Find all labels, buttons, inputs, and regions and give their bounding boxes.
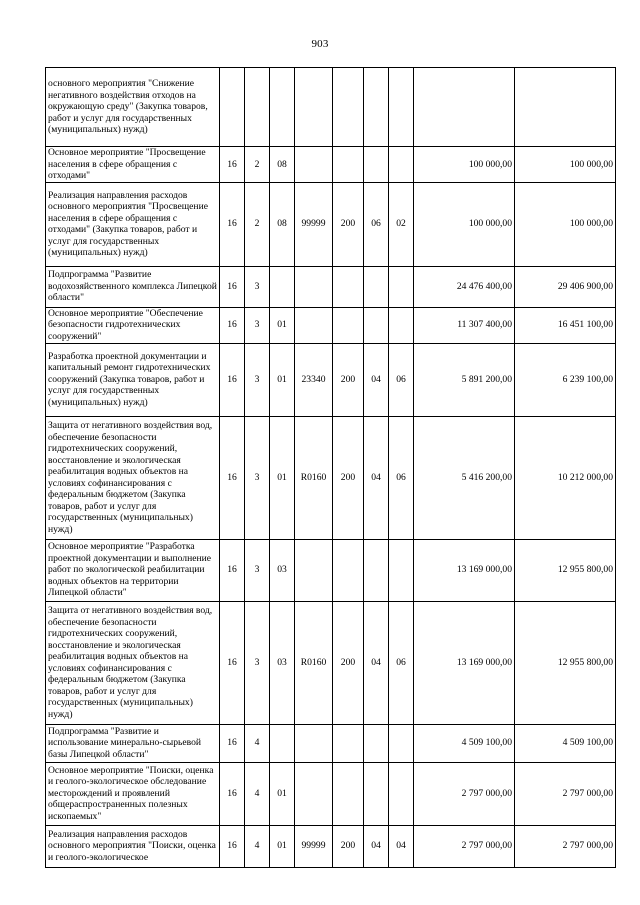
row-description: Основное мероприятие "Поиски, оценка и геолого-экологическое обследование месторождений и проявлений общераспространенных полезных ископаемых" [46, 762, 220, 825]
subsection-code: 04 [389, 825, 414, 867]
amount-year-1: 5 416 200,00 [414, 416, 515, 539]
amount-year-1 [414, 68, 515, 147]
table-row [46, 266, 616, 307]
section-code [364, 724, 389, 762]
grbs-code [220, 68, 245, 147]
section-code [364, 68, 389, 147]
table-row [46, 762, 616, 825]
subsection-code: 06 [389, 601, 414, 724]
section-code [364, 307, 389, 343]
grbs-code: 16 [220, 266, 245, 307]
section-code [364, 266, 389, 307]
row-description: Реализация направления расходов основного мероприятия "Поиски, оценка и геолого-экологическое [46, 825, 220, 867]
row-description: Основное мероприятие "Разработка проектной документации и выполнение работ по экологической реабилитации водных объектов на территории Липецкой области" [46, 539, 220, 601]
grbs-code: 16 [220, 762, 245, 825]
expense-type-code [333, 68, 364, 147]
main-activity-code: 01 [270, 762, 295, 825]
subprogram-code: 4 [245, 724, 270, 762]
subsection-code [389, 724, 414, 762]
expense-type-code [333, 307, 364, 343]
expense-direction-code [295, 68, 333, 147]
subsection-code [389, 266, 414, 307]
table-row [46, 343, 616, 416]
expense-type-code [333, 266, 364, 307]
amount-year-2: 100 000,00 [515, 147, 616, 183]
main-activity-code: 08 [270, 182, 295, 266]
table-row [46, 601, 616, 724]
amount-year-1: 100 000,00 [414, 147, 515, 183]
subsection-code [389, 307, 414, 343]
expense-type-code [333, 147, 364, 183]
expense-type-code: 200 [333, 182, 364, 266]
subsection-code [389, 762, 414, 825]
table-row [46, 147, 616, 183]
main-activity-code: 08 [270, 147, 295, 183]
section-code: 04 [364, 343, 389, 416]
main-activity-code: 03 [270, 601, 295, 724]
subprogram-code: 3 [245, 307, 270, 343]
subsection-code: 02 [389, 182, 414, 266]
subprogram-code: 3 [245, 539, 270, 601]
amount-year-1: 13 169 000,00 [414, 539, 515, 601]
grbs-code: 16 [220, 724, 245, 762]
table-row [46, 68, 616, 147]
amount-year-1: 4 509 100,00 [414, 724, 515, 762]
amount-year-2: 16 451 100,00 [515, 307, 616, 343]
amount-year-1: 11 307 400,00 [414, 307, 515, 343]
row-description: основного мероприятия "Снижение негативного воздействия отходов на окружающую среду" (Закупка товаров, работ и услуг для государственных (муниципальных) нужд) [46, 68, 220, 147]
expense-direction-code: R0160 [295, 416, 333, 539]
main-activity-code: 01 [270, 416, 295, 539]
amount-year-1: 5 891 200,00 [414, 343, 515, 416]
expense-direction-code [295, 724, 333, 762]
section-code: 06 [364, 182, 389, 266]
expense-type-code: 200 [333, 343, 364, 416]
subprogram-code [245, 68, 270, 147]
amount-year-2: 100 000,00 [515, 182, 616, 266]
grbs-code: 16 [220, 182, 245, 266]
table-row [46, 724, 616, 762]
amount-year-2: 4 509 100,00 [515, 724, 616, 762]
amount-year-1: 24 476 400,00 [414, 266, 515, 307]
table-row [46, 825, 616, 867]
main-activity-code: 01 [270, 825, 295, 867]
row-description: Основное мероприятие "Обеспечение безопасности гидротехнических сооружений" [46, 307, 220, 343]
subprogram-code: 3 [245, 266, 270, 307]
expense-direction-code: 99999 [295, 182, 333, 266]
section-code: 04 [364, 416, 389, 539]
row-description: Подпрограмма "Развитие водохозяйственного комплекса Липецкой области" [46, 266, 220, 307]
expense-direction-code: R0160 [295, 601, 333, 724]
subprogram-code: 2 [245, 147, 270, 183]
amount-year-2: 12 955 800,00 [515, 601, 616, 724]
expense-type-code: 200 [333, 601, 364, 724]
amount-year-1: 2 797 000,00 [414, 825, 515, 867]
expense-type-code [333, 724, 364, 762]
amount-year-2: 29 406 900,00 [515, 266, 616, 307]
section-code [364, 762, 389, 825]
subprogram-code: 3 [245, 601, 270, 724]
expense-direction-code: 23340 [295, 343, 333, 416]
subsection-code [389, 539, 414, 601]
row-description: Защита от негативного воздействия вод, обеспечение безопасности гидротехнических сооружений, восстановление и экологическая реабилитация водных объектов на условиях софинансирования с федеральным бюджетом (Закупка товаров, работ и услуг для государственных (муниципальных) нужд) [46, 601, 220, 724]
page-number: 903 [311, 38, 329, 50]
grbs-code: 16 [220, 416, 245, 539]
section-code [364, 147, 389, 183]
table-row [46, 182, 616, 266]
expense-direction-code: 99999 [295, 825, 333, 867]
expense-type-code [333, 762, 364, 825]
grbs-code: 16 [220, 147, 245, 183]
amount-year-2: 2 797 000,00 [515, 762, 616, 825]
grbs-code: 16 [220, 825, 245, 867]
subprogram-code: 4 [245, 762, 270, 825]
amount-year-2 [515, 68, 616, 147]
main-activity-code [270, 724, 295, 762]
expense-direction-code [295, 266, 333, 307]
section-code: 04 [364, 601, 389, 724]
subsection-code [389, 68, 414, 147]
grbs-code: 16 [220, 539, 245, 601]
row-description: Основное мероприятие "Просвещение населения в сфере обращения с отходами" [46, 147, 220, 183]
expense-type-code: 200 [333, 416, 364, 539]
main-activity-code [270, 266, 295, 307]
subprogram-code: 3 [245, 416, 270, 539]
subsection-code: 06 [389, 343, 414, 416]
table-row [46, 416, 616, 539]
table-body [46, 68, 616, 868]
section-code: 04 [364, 825, 389, 867]
main-activity-code: 01 [270, 343, 295, 416]
grbs-code: 16 [220, 601, 245, 724]
main-activity-code [270, 68, 295, 147]
expense-type-code [333, 539, 364, 601]
section-code [364, 539, 389, 601]
expense-direction-code [295, 762, 333, 825]
row-description: Реализация направления расходов основного мероприятия "Просвещение населения в сфере обращения с отходами" (Закупка товаров, работ и услуг для государственных (муниципальных) нужд) [46, 182, 220, 266]
expense-direction-code [295, 307, 333, 343]
row-description: Подпрограмма "Развитие и использование минерально-сырьевой базы Липецкой области" [46, 724, 220, 762]
amount-year-2: 12 955 800,00 [515, 539, 616, 601]
amount-year-1: 2 797 000,00 [414, 762, 515, 825]
main-activity-code: 03 [270, 539, 295, 601]
subsection-code: 06 [389, 416, 414, 539]
main-activity-code: 01 [270, 307, 295, 343]
table-row [46, 307, 616, 343]
subprogram-code: 3 [245, 343, 270, 416]
amount-year-1: 100 000,00 [414, 182, 515, 266]
grbs-code: 16 [220, 343, 245, 416]
row-description: Разработка проектной документации и капитальный ремонт гидротехнических сооружений (Закупка товаров, работ и услуг для государственных (муниципальных) нужд) [46, 343, 220, 416]
amount-year-2: 10 212 000,00 [515, 416, 616, 539]
subsection-code [389, 147, 414, 183]
grbs-code: 16 [220, 307, 245, 343]
row-description: Защита от негативного воздействия вод, обеспечение безопасности гидротехнических сооружений, восстановление и экологическая реабилитация водных объектов на условиях софинансирования с федеральным бюджетом (Закупка товаров, работ и услуг для государственных (муниципальных) нужд) [46, 416, 220, 539]
subprogram-code: 2 [245, 182, 270, 266]
amount-year-1: 13 169 000,00 [414, 601, 515, 724]
budget-table [45, 67, 616, 868]
expense-type-code: 200 [333, 825, 364, 867]
expense-direction-code [295, 147, 333, 183]
expense-direction-code [295, 539, 333, 601]
subprogram-code: 4 [245, 825, 270, 867]
amount-year-2: 6 239 100,00 [515, 343, 616, 416]
amount-year-2: 2 797 000,00 [515, 825, 616, 867]
table-row [46, 539, 616, 601]
